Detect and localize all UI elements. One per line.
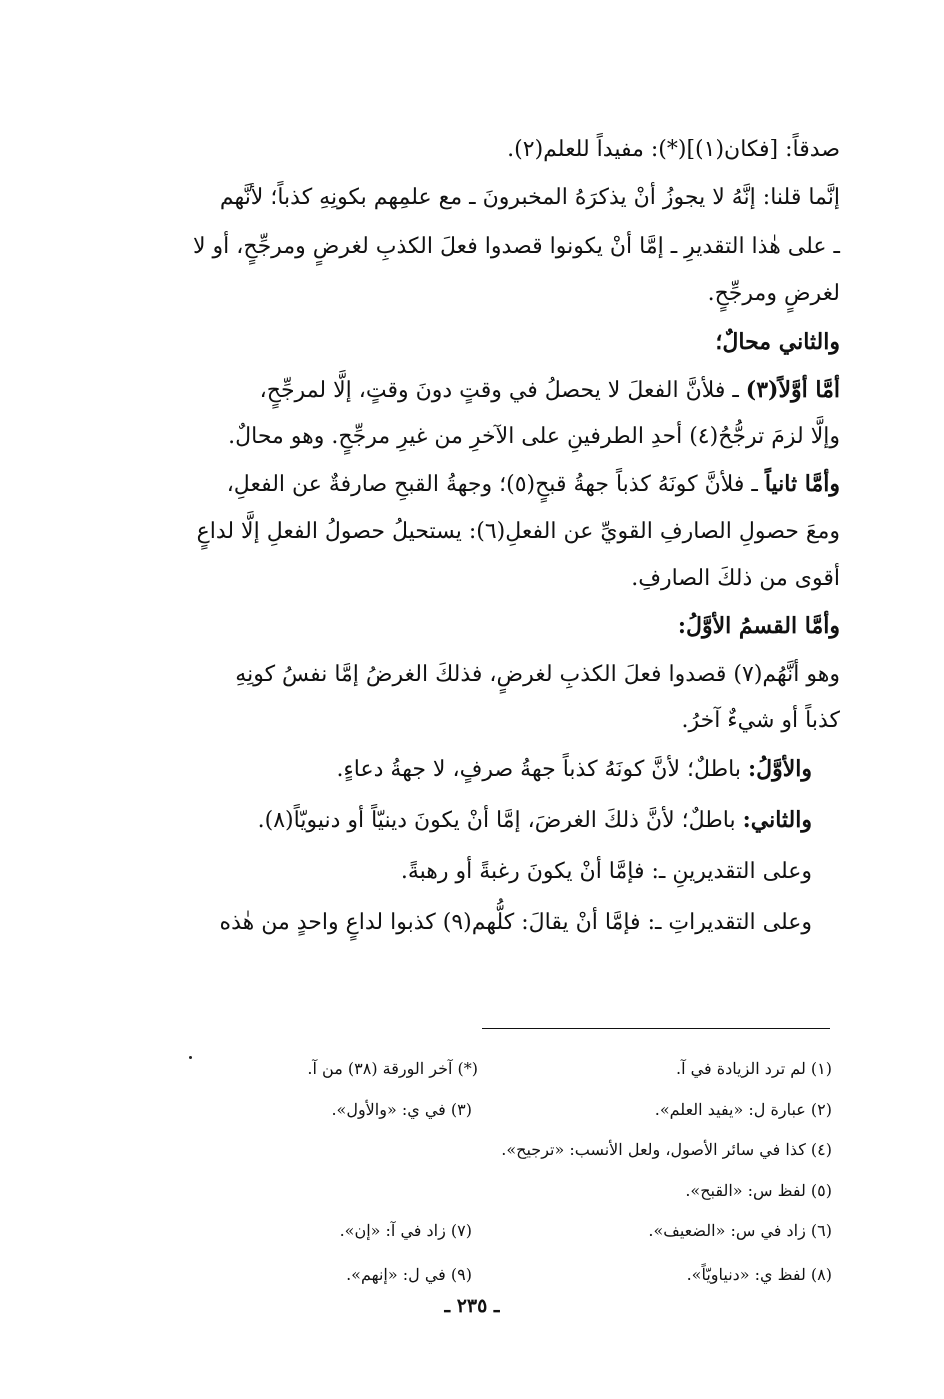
page-number: ـ ٢٣٥ ـ [444,1295,500,1317]
text-line: وعلى التقديراتِ ـ: فإمَّا أنْ يقالَ: كلُّهم(٩) كذبوا لداعٍ واحدٍ من هٰذه [219,910,812,935]
line-heading: أمَّا أوَّلاً(٣) [745,377,840,403]
text-line: ـ على هٰذا التقديرِ ـ إمَّا أنْ يكونوا قصدوا فعلَ الكذبِ لغرضٍ ومرجِّحٍ، أو لا [193,234,840,259]
footnote: (٥) لفظ س: «القبح». [685,1181,832,1200]
footnote: (٢) عبارة ل: «يفيد العلم». [654,1100,832,1119]
footnote: (٧) زاد في آ: «إن». [339,1221,472,1240]
line-heading: والأوَّلُ: [747,756,812,782]
footnote: (٩) في ل: «إنهم». [346,1265,472,1284]
line-rest: باطلٌ؛ لأنَّ كونَهُ كذباً جهةُ صرفٍ، لا جهةُ دعاءٍ. [336,757,748,782]
line-rest: ـ فلأنَّ الفعلَ لا يحصلُ في وقتٍ دونَ وقتٍ، إلَّا لمرجِّحٍ، [259,378,746,403]
text-line: أقوى من ذلكَ الصارفِ. [631,566,840,591]
text-line [678,609,840,644]
line-rest: ـ فلأنَّ كونَهُ كذباً جهةُ قبحٍ(٥)؛ وجهةُ القبحِ صارفةٌ عن الفعلِ، [226,472,765,497]
text-line [260,373,840,408]
footnote: (١) لم ترد الزيادة في آ. [676,1059,832,1078]
line-heading: وأمَّا ثانياً [764,471,840,497]
text-line: وعلى التقديرينِ ـ: فإمَّا أنْ يكونَ رغبةً أو رهبةً. [400,859,812,884]
footnote: (*) آخر الورقة (٣٨) من آ. [307,1059,478,1078]
footnote: (٣) في ي: «والأول». [331,1100,472,1119]
text-line [336,752,812,787]
ink-speck [189,1056,192,1059]
line-heading: والثاني: [742,807,812,833]
footnote: (٦) زاد في س: «الضعيف». [648,1221,832,1240]
text-line: ومعَ حصولِ الصارفِ القويِّ عن الفعلِ(٦): يستحيلُ حصولُ الفعلِ إلَّا لداعٍ [196,519,840,544]
text-line: كذباً أو شيءٌ آخرُ. [681,708,840,733]
text-line: وإلَّا لزمَ ترجُّحُ(٤) أحدِ الطرفينِ على الآخرِ من غيرِ مرجِّحٍ. وهو محالٌ. [228,424,840,449]
text-line: وهو أنَّهُم(٧) قصدوا فعلَ الكذبِ لغرضٍ، فذلكَ الغرضُ إمَّا نفسُ كونِهِ [235,662,840,687]
text-line: صدقاً: [فكان(١)](*): مفيداً للعلم(٢). [507,137,840,162]
text-line: إنَّما قلنا: إنَّهُ لا يجوزُ أنْ يذكرَهُ المخبرونَ ـ مع علمِهم بكونِهِ كذباً؛ لأنَّهم [219,185,840,210]
footnote-separator [482,1028,830,1029]
text-line [227,467,840,502]
text-line: لغرضٍ ومرجِّحٍ. [707,281,840,306]
footnote: (٨) لفظ ي: «دنياويّاً». [686,1265,832,1284]
line-rest: باطلٌ؛ لأنَّ ذلكَ الغرضَ، إمَّا أنْ يكونَ دينيّاً أو دنيويّاً(٨). [257,808,743,833]
text-line [258,803,812,838]
text-line: والثاني محالٌ؛ [715,329,840,355]
footnote: (٤) كذا في سائر الأصول، ولعل الأنسب: «ترجيح». [501,1140,832,1159]
line-heading: وأمَّا القسمُ الأوَّلُ: [677,613,840,639]
